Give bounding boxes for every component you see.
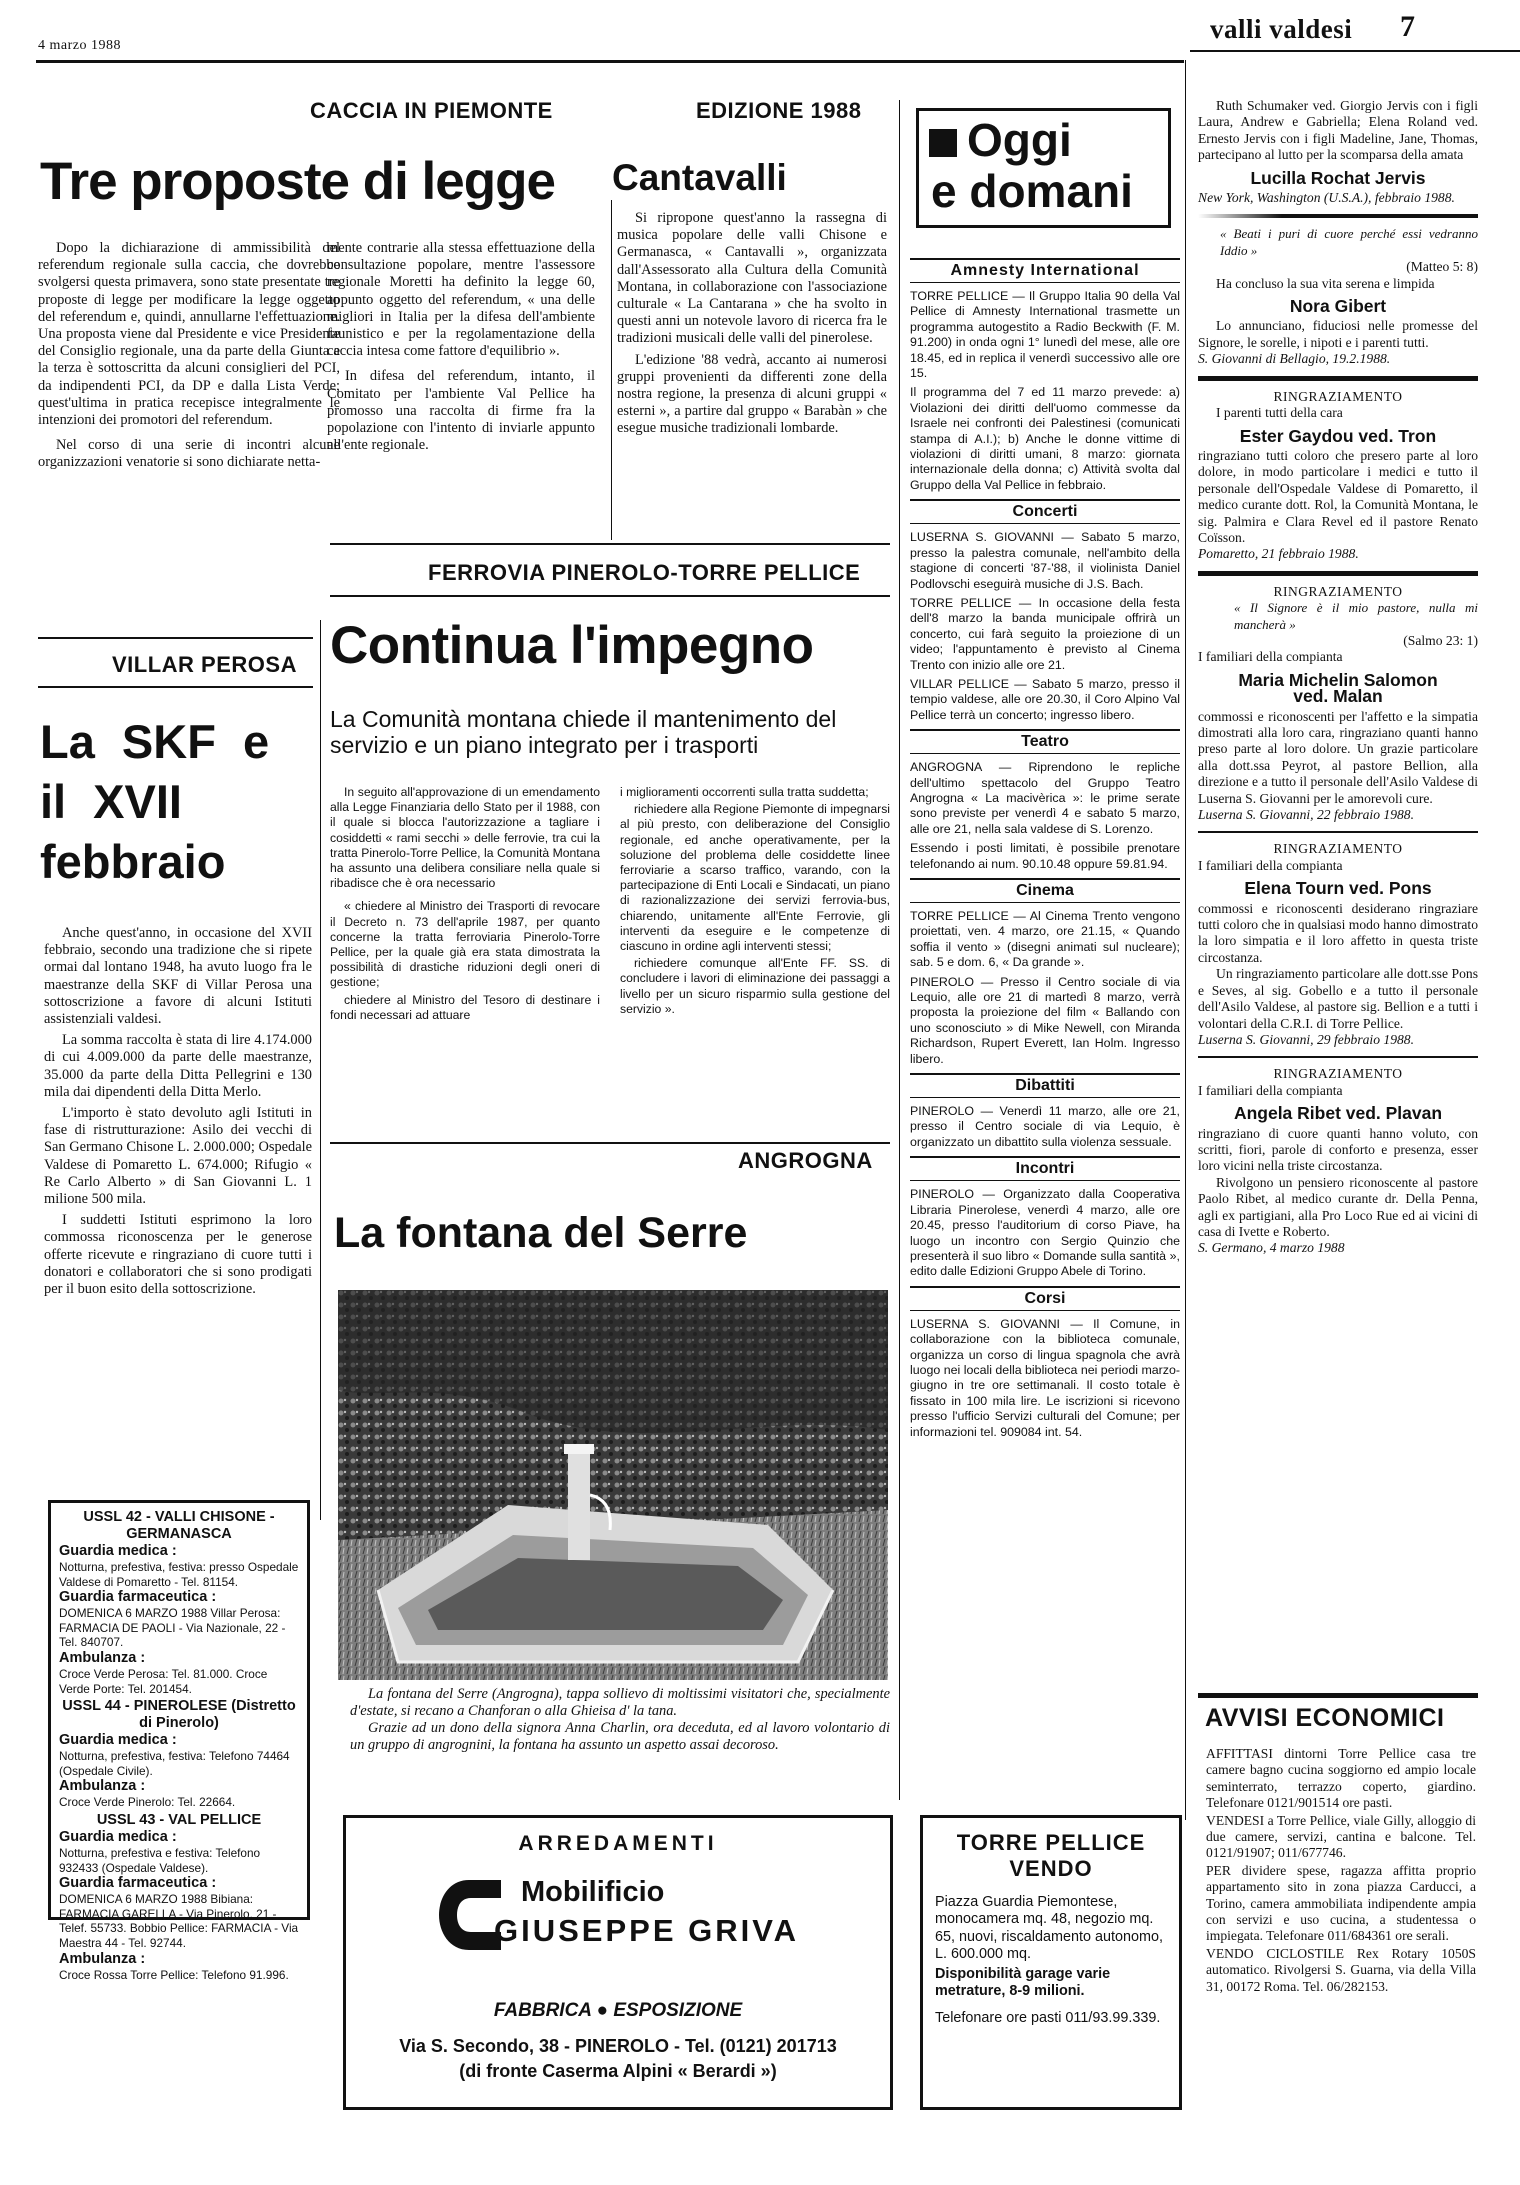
ussl-heading: Guardia farmaceutica : [59,1589,217,1606]
oggi-item: LUSERNA S. GIOVANNI — Sabato 5 marzo, presso la palestra comunale, nell'ambito della stagione di concerti '87-'88, il violinista Daniel Podlovschi eseguirà musiche di J.S. Bach. [910,530,1180,591]
ferrovia-kicker: FERROVIA PINEROLO-TORRE PELLICE [428,560,861,585]
oggi-header-box [916,108,1171,228]
oggi-title1: Oggi [967,114,1072,166]
fountain-photo [338,1290,888,1680]
obituaries-column [1198,98,1478,1698]
obit-separator [1198,571,1478,576]
article-paragraph: L'importo è stato devoluto agli Istituti in fase di ristrutturazione: Asilo dei vecchi di San Germano Chisone L. 2.000.000; Ospedale Valdese di Pomaretto L. 674.000; Rifugio « Re Carlo Alberto » di San Giovanni L. 1 milione 500 mila. [44,1105,312,1208]
caccia-kicker: CACCIA IN PIEMONTE [310,98,553,123]
oggi-section-title: Corsi [910,1286,1180,1311]
photo-illustration [338,1290,888,1680]
cantavalli-kicker: EDIZIONE 1988 [696,98,862,123]
ussl-heading: Guardia farmaceutica : [59,1875,217,1892]
ad-griva-addr: Via S. Secondo, 38 - PINEROLO - Tel. (0121) 201713 [399,2036,837,2056]
ussl-text: DOMENICA 6 MARZO 1988 Villar Perosa: FARMACIA DE PAOLI - Via Nazionale, 22 - Tel. 840707. [59,1606,286,1650]
ad-griva-name2: GIUSEPPE GRIVA [494,1913,799,1948]
column-rule [320,620,321,1520]
ad-vendo [920,1815,1182,2110]
ussl-text: Croce Verde Pinerolo: Tel. 22664. [59,1795,236,1810]
oggi-section [910,499,1180,723]
obit-text: commossi e riconoscenti desiderano ringraziare tutti coloro che in qualsiasi modo hanno dimostrato la loro simpatia e il loro affetto in questa triste circostanza. [1198,900,1478,965]
oggi-section [910,1286,1180,1440]
ad-griva-name1: Mobilificio [521,1876,665,1908]
obit-separator [1198,214,1478,218]
obit-text: Ha concluso la sua vita serena e limpida [1216,275,1435,291]
ussl-block [59,1812,299,1982]
obit-text: Rivolgono un pensiero riconoscente al pastore Paolo Ribet, al medico curante dr. Della Penna, agli ex partigiani, alla Pro Loco Rue ed ai vicini di casa di Ivette e Roberto. [1198,1174,1478,1239]
photo-caption [350,1686,890,1754]
ad-vendo-title1: TORRE PELLICE [956,1830,1146,1855]
oggi-item: Il programma del 7 ed 11 marzo prevede: a) Violazioni dei diritti dell'uomo commesse da Israele nei confronti dei Palestinesi (comunicati stampa di A.I.); b) Anche le donne vittime di violazioni di diritti umani, 8 marzo: giornata internazionale della donna; c) Attività svolta dal Gruppo della Val Pellice in febbraio. [910,385,1180,492]
ad-griva-mid: FABBRICA ● ESPOSIZIONE [493,2000,743,2021]
angrogna-headline: La fontana del Serre [334,1209,748,1257]
ussl-text: Croce Verde Perosa: Tel. 81.000. Croce Verde Porte: Tel. 201454. [59,1666,268,1696]
ad-vendo-title2: VENDO [1009,1856,1093,1881]
masthead-rule [36,60,1184,63]
article-paragraph: « chiedere al Ministro dei Trasporti di revocare il Decreto n. 73 dell'aprile 1987, per quanto concerne la tratta ferroviaria Pinerolo-Torre Pellice, per la quale già era stata dimostrata la possibilità di drastiche riduzioni degli oneri di gestione; [330,899,600,990]
obit-text: ringraziano di cuore quanti hanno voluto, con scritti, fiori, parole di conforto e presenza, esser loro vicini nella triste circostanza. [1198,1125,1478,1174]
obit-name: Angela Ribet ved. Plavan [1233,1103,1443,1124]
ussl-text: Notturna, prefestiva, festiva: presso Ospedale Valdese di Pomaretto - Tel. 81154. [59,1560,299,1589]
obit-place: New York, Washington (U.S.A.), febbraio 1988. [1198,190,1455,206]
article-paragraph: L'edizione '88 vedrà, accanto ai numerosi gruppi provenienti da differenti zone della nostra regione, la presenza di alcuni gruppi « esterni », a partire dal gruppo « Barabàn » che esegue musiche tradizionali lombarde. [617,351,887,437]
angrogna-kicker: ANGROGNA [738,1148,873,1173]
obit-text: ringraziano tutti coloro che presero parte al loro dolore, in modo particolare i medici e tutto il personale dell'Ospedale Valdese di Pomaretto, il medico curante dott. Rol, la Comunità Montana, le sig. Palmira e Clara Revel ed il pastore Renato Coïsson. [1198,447,1478,545]
obit-name: Lucilla Rochat Jervis [1250,167,1426,188]
skf-body [44,925,312,1302]
oggi-section-title: Amnesty International [910,258,1180,283]
article-paragraph: richiedere alla Regione Piemonte di impegnarsi al più presto, con deliberazione del Consiglio regionale, ed anche operativamente, per la soluzione del problema delle cosiddette linee ferroviarie a scarso traffico, varando, con la partecipazione di Enti Locali e Sindacati, un piano di razionalizzazione dei servizi ferrovia-bus, chiarendo, unitamente all'Ente Ferrovie, gli interventi da eseguire e le competenze di ciascuno in ordine agli interventi stessi; [620,802,890,954]
column-rule [611,200,612,540]
ferrovia-headline: Continua l'impegno [330,616,814,675]
masthead-rule-right [1190,50,1520,52]
article-paragraph: Nel corso di una serie di incontri alcune organizzazioni venatorie si sono dichiarate netta- [38,437,340,471]
ussl-heading: Ambulanza : [59,1649,146,1666]
ad-vendo-body2: Disponibilità garage varie metrature, 8-9 milioni. [935,1965,1111,2000]
cantavalli-headline: Cantavalli [612,157,787,198]
obit-text: I familiari della compianta [1198,1082,1343,1098]
avvisi-list [1206,1746,1476,2166]
classified-ad: VENDO CICLOSTILE Rex Rotary 1050S automatico. Rivolgersi S. Guarna, via della Villa 31, 00172 Roma. Tel. 06/282153. [1206,1945,1476,1994]
obit-text: I familiari della compianta [1198,857,1343,873]
obit-quote: « Il Signore è il mio pastore, nulla mi mancherà » [1234,600,1478,632]
ussl-block [59,1509,299,1696]
ussl-heading: Guardia medica : [59,1543,177,1559]
classified-ad: VENDESI a Torre Pellice, viale Gilly, alloggio di due camere, servizi, cantina e balcone. Tel. 0121/91907; 011/677746. [1206,1812,1476,1861]
article-paragraph: richiedere comunque all'Ente FF. SS. di concludere i lavori di eliminazione dei passaggi a livello per un sicuro risparmio sulla gestione del servizio ». [620,956,890,1016]
obit-text: Lo annunciano, fiduciosi nelle promesse del Signore, le sorelle, i nipoti e i parenti tutti. [1198,318,1478,350]
classified-ad: AFFITTASI dintorni Torre Pellice casa tre camere bagno cucina soggiorno ed ampio locale seminterrato, terrazzo coperto, giardino. Telefonare 0121/901514 ore pasti. [1206,1746,1476,1811]
obit-place: Luserna S. Giovanni, 22 febbraio 1988. [1198,807,1414,823]
oggi-section [910,729,1180,872]
column-rule [1185,60,1186,1820]
oggi-item: TORRE PELLICE — Al Cinema Trento vengono proiettati, ven. 4 marzo, ore 21.15, « Quando soffia il vento » (disegni animati sul nucleare); sab. 5 e dom. 6, « Da grande ». [910,909,1180,970]
skf-kicker: VILLAR PEROSA [112,652,297,677]
caccia-col1 [38,240,340,476]
ferrovia-col1 [330,785,600,1025]
section-rule [38,637,313,639]
ferrovia-col2 [620,785,890,1019]
obit-text: Ruth Schumaker ved. Giorgio Jervis con i figli Laura, Andrew e Gabriella; Elena Roland ved. Ernesto Jervis con i figli Madeline, Jane, Thomas, partecipano al lutto per la scomparsa della amata [1198,98,1478,163]
section-rule [330,595,890,597]
caption-text: Grazie ad un dono della signora Anna Charlin, ora deceduta, ed al lavoro volontario di un gruppo di angrognini, la fontana ha assunto un aspetto assai decoroso. [350,1720,890,1753]
oggi-section-title: Teatro [910,729,1180,754]
thanks-label: RINGRAZIAMENTO [1273,1066,1403,1082]
ussl-title: USSL 42 - VALLI CHISONE - GERMANASCA [83,1509,275,1542]
caccia-headline: Tre proposte di legge [40,152,555,211]
article-paragraph: In difesa del referendum, intanto, il Comitato per l'ambiente Val Pellice ha promosso una raccolta di firme fra la popolazione con l'intento di inviarle appunto all'ente regionale. [327,368,595,454]
article-paragraph: I suddetti Istituti esprimono la loro commossa riconoscenza per le generose offerte ricevute e ringraziano di cuore tutti i donatori e collaboratori che si sono prodigati per il buon esito della sottoscrizione. [44,1212,312,1298]
obit-ref: (Salmo 23: 1) [1403,632,1478,648]
publication-name: valli valdesi [1210,14,1353,44]
ad-vendo-body: Piazza Guardia Piemontese, monocamera mq. 48, negozio mq. 65, nuovi, riscaldamento autonomo, L. 600.000 mq. [935,1894,1163,1963]
obit-text: I familiari della compianta [1198,649,1343,665]
ussl-title: USSL 44 - PINEROLESE (Distretto di Pinerolo) [62,1698,296,1732]
obit-text: commossi e riconoscenti per l'affetto e la simpatia dimostrati alla loro cara, ringraziano quanti hanno preso parte al loro dolore. Un grazie particolare alla dott.ssa Peyrot, al pastore Bellion, alla direzione e a tutto il personale dell'Asilo Valdese di Luserna S. Giovanni per le amorevoli cure. [1198,708,1478,806]
obit-place: S. Germano, 4 marzo 1988 [1198,1240,1345,1256]
oggi-item: VILLAR PELLICE — Sabato 5 marzo, presso il tempio valdese, alle ore 20.30, il Coro Alpino Val Pellice terrà un concerto; ingresso libero. [910,676,1180,722]
ussl-block [59,1698,299,1810]
ussl-title: USSL 43 - VAL PELLICE [96,1811,262,1828]
ad-griva [343,1815,893,2110]
section-rule [330,543,890,545]
ussl-heading: Guardia medica : [59,1732,177,1749]
oggi-section [910,1156,1180,1279]
oggi-section [910,258,1180,493]
thanks-label: RINGRAZIAMENTO [1273,583,1403,599]
ussl-heading: Ambulanza : [59,1778,146,1795]
classified-ad: PER dividere spese, ragazza affitta proprio appartamento sito in zona piazza Carducci, a Torino, camera ammobiliata indipendente ampia con servizi e uso cucina, a studentessa o impiegata. Telefonare 011/684361 ore serali. [1206,1862,1476,1944]
section-rule [1198,1693,1478,1698]
ad-griva-top: ARREDAMENTI [518,1832,718,1855]
thanks-label: RINGRAZIAMENTO [1273,841,1403,857]
oggi-section-title: Concerti [910,499,1180,524]
oggi-section [910,1073,1180,1150]
oggi-item: PINEROLO — Venerdì 11 marzo, alle ore 21, presso il Centro sociale di via Lequio, è organizzato un dibattito sulla violenza sessuale. [910,1104,1180,1149]
obit-place: Pomaretto, 21 febbraio 1988. [1198,546,1359,562]
oggi-item: LUSERNA S. GIOVANNI — Il Comune, in collaborazione con la biblioteca comunale, organizza un corso di lingua spagnola che avrà luogo nei locali della biblioteca nei periodi marzo-giugno in tre ore settimanali. Il costo totale è fissato in 100 mila lire. Le iscrizioni si ricevono presso l'ufficio Servizi culturali del Comune; per informazioni tel. 909084 int. 54. [910,1316,1180,1439]
page-date: 4 marzo 1988 [38,38,121,53]
avvisi-title: AVVISI ECONOMICI [1205,1704,1445,1732]
obit-text: I parenti tutti della cara [1216,405,1343,421]
oggi-section-title: Cinema [910,878,1180,903]
obit-quote: « Beati i puri di cuore perché essi vedranno Iddio » [1220,226,1478,258]
article-paragraph: Dopo la dichiarazione di ammissibilità del referendum regionale sulla caccia, che dovrebbe svolgersi questa primavera, sono state presentate tre proposte di legge per modificare la legge oggetto del referendum e, quindi, annullarne l'effettuazione. Una proposta viene dal Presidente e vice Presidente del Consiglio regionale, una da parte della Giunta e la terza è sottoscritta da alcuni consiglieri del PCI, da indipendenti PCI, da DP e dalla Lista Verde; quest'ultima in pratica recepisce integralmente le intenzioni dei promotori del referendum. [38,240,340,429]
ussl-heading: Ambulanza : [59,1950,146,1967]
ussl-heading: Guardia medica : [59,1828,177,1845]
obit-separator [1198,831,1478,833]
obit-name: Elena Tourn ved. Pons [1244,878,1432,899]
oggi-item: ANGROGNA — Riprendono le repliche dell'ultimo spettacolo del Gruppo Teatro Angrogna « La macivèrica »: le prime serate sono previste per venerdì 4 e sabato 5 marzo, alle ore 21, nella sala valdese di S. Lorenzo. [910,760,1180,836]
obit-name: Nora Gibert [1289,296,1387,317]
article-paragraph: La somma raccolta è stata di lire 4.174.000 di cui 4.009.000 da parte delle maestranze, 35.000 da parte della Ditta Pellegrini e 130 mila dai dipendenti della Ditta Merlo. [44,1032,312,1100]
article-paragraph: Si ripropone quest'anno la rassegna di musica popolare delle valli Chisone e Germanasca, « Cantavalli », organizzata dall'Assessorato alla Cultura della Comunità Montana, in collaborazione con l'associazione culturale « La Cantarana » che ha svolto in questi anni un notevole lavoro di ricerca fra le tradizioni musicali delle valli del pinerolese. [617,210,887,347]
thanks-label: RINGRAZIAMENTO [1273,388,1403,404]
oggi-item: TORRE PELLICE — Il Gruppo Italia 90 della Val Pellice di Amnesty International trasmette un programma autogestito a Radio Beckwith (F. M. 91.200) in onda ogni 1° lunedì del mese, alle ore 18.45, ed in replica il venerdì successivo alle ore 15. [910,289,1180,381]
oggi-item: Essendo i posti limitati, è possibile prenotare telefonando ai num. 90.10.48 oppure 59.81.94. [910,841,1180,871]
oggi-section [910,878,1180,1067]
caption-text: La fontana del Serre (Angrogna), tappa sollievo di moltissimi visitatori che, specialmente d'estate, si recano a Chanforan o alla Ghieisa d' la tana. [350,1686,890,1719]
ussl-text: Croce Rossa Torre Pellice: Telefono 91.996. [59,1967,289,1982]
section-rule [38,686,313,688]
obit-ref: (Matteo 5: 8) [1406,259,1478,275]
oggi-section-title: Incontri [910,1156,1180,1181]
caccia-col2 [327,240,595,458]
obit-separator [1198,1056,1478,1058]
oggi-item: TORRE PELLICE — In occasione della festa dell'8 marzo la banda municipale offrirà un concerto, cui farà seguito la proiezione di un video; l'appuntamento è previsto al Cinema Trento con inizio alle ore 21. [910,595,1180,672]
ferrovia-subhead: La Comunità montana chiede il mantenimento del servizio e un piano integrato per i trasporti [330,706,837,758]
page-number: 7 [1400,10,1415,43]
ussl-text: Notturna, prefestiva e festiva: Telefono 932433 (Ospedale Valdese). [59,1845,261,1875]
article-paragraph: mente contrarie alla stessa effettuazione della consultazione popolare, mentre l'assessore regionale Moretti ha definito la legge 60, appunto oggetto del referendum, « una delle migliori in Italia per la difesa dell'ambiente faunistico e per la regolamentazione della caccia intesa come fattore d'equilibrio ». [327,240,595,360]
obit-name: ved. Malan [1293,686,1383,707]
obit-place: S. Giovanni di Bellagio, 19.2.1988. [1198,351,1391,367]
oggi-title2: e domani [931,165,1133,217]
ussl-text: DOMENICA 6 MARZO 1988 Bibiana: FARMACIA GARELLA - Via Pinerolo, 21 - Telef. 55733. Bobbio Pellice: FARMACIA - Via Maestra 44 - Tel. 92744. [59,1892,299,1950]
column-rule [899,100,900,1800]
obit-separator [1198,376,1478,381]
cantavalli-body [617,210,887,442]
oggi-item: PINEROLO — Presso il Centro sociale di via Lequio, alle ore 21 di martedì 8 marzo, verrà proposta la proiezione del film « Ballando con uno sconosciuto » di Mike Newell, con Miranda Richardson, Rupert Everett, Ian Holm. Ingresso libero. [910,974,1180,1066]
skf-headline: La SKF e il XVII febbraio [40,715,270,888]
black-square-icon [929,129,957,157]
oggi-list [910,258,1180,1793]
article-paragraph: In seguito all'approvazione di un emendamento alla Legge Finanziaria dello Stato per il 1988, con il quale si blocca l'autorizzazione a tagliare i cosiddetti « rami secchi » delle ferrovie, tra cui la tratta Pinerolo-Torre Pellice, la Comunità Montana ha assunto una delibera consiliare nella quale si ribadisce che è ora necessario [330,785,600,891]
ad-vendo-body3: Telefonare ore pasti 011/93.99.339. [935,2010,1161,2027]
oggi-item: PINEROLO — Organizzato dalla Cooperativa Libraria Pinerolese, venerdì 4 marzo, alle ore 20.45, presso l'auditorium di corso Piave, ha luogo un incontro con Sergio Quinzio che presenterà il suo libro « Domande sulla santità », edito dalle Edizioni Gruppo Abele di Torino. [910,1187,1180,1279]
article-paragraph: chiedere al Ministro del Tesoro di destinare i fondi necessari ad attuare [330,992,600,1022]
ussl-box [48,1500,310,1982]
obit-name: Ester Gaydou ved. Tron [1239,425,1437,446]
article-paragraph: i miglioramenti occorrenti sulla tratta suddetta; [620,785,869,799]
obit-text: Un ringraziamento particolare alle dott.sse Pons e Seves, al sig. Gobello e a tutto il personale dell'Asilo Valdese, al pastore sig. Bellion e a tutti i volontari della C.R.I. di Torre Pellice. [1198,966,1478,1031]
ad-griva-addr2: (di fronte Caserma Alpini « Berardi ») [459,2061,777,2081]
ussl-text: Notturna, prefestiva, festiva: Telefono 74464 (Ospedale Civile). [59,1749,290,1778]
oggi-section-title: Dibattiti [910,1073,1180,1098]
obit-place: Luserna S. Giovanni, 29 febbraio 1988. [1198,1031,1414,1047]
article-paragraph: Anche quest'anno, in occasione del XVII febbraio, secondo una tradizione che si ripete ormai dal lontano 1948, ha avuto luogo fra le maestranze della SKF di Villar Perosa una sottoscrizione a favore di alcuni Istituti assistenziali valdesi. [44,925,312,1028]
section-rule [330,1142,890,1144]
obit-name: Maria Michelin Salomon [1238,669,1438,690]
